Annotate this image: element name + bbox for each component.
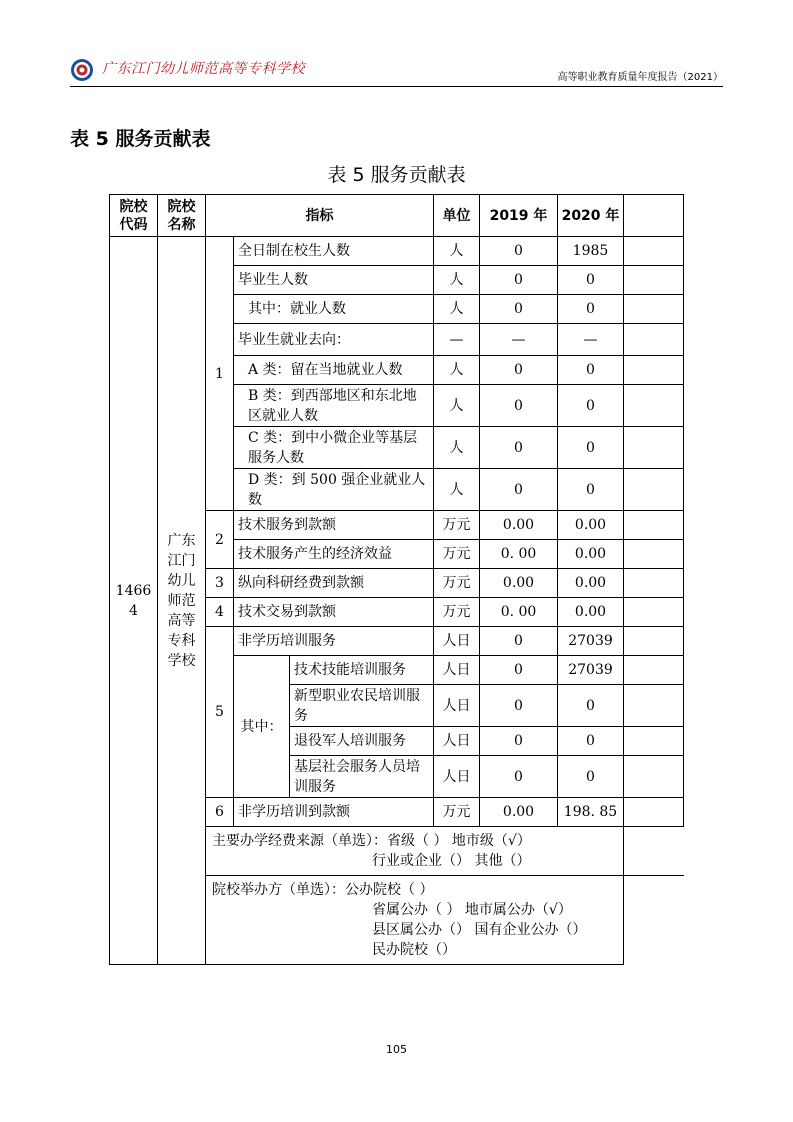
row-blank bbox=[624, 756, 684, 798]
row-value-2020: 1985 bbox=[558, 237, 624, 266]
row-value-2019: 0. 00 bbox=[480, 598, 558, 627]
school-emblem-icon bbox=[70, 58, 94, 82]
header-indicator: 指标 bbox=[206, 195, 434, 237]
section-heading: 表 5 服务贡献表 bbox=[70, 128, 211, 150]
row-value-2019: 0 bbox=[480, 727, 558, 756]
funding-source-cell bbox=[206, 827, 624, 876]
row-label: 技术技能培训服务 bbox=[290, 656, 434, 685]
service-contribution-table bbox=[109, 194, 684, 965]
group-number-6: 6 bbox=[206, 798, 234, 827]
row-blank bbox=[624, 827, 684, 876]
row-value-2020: 0.00 bbox=[558, 598, 624, 627]
row-label: 退役军人培训服务 bbox=[290, 727, 434, 756]
row-value-2019: 0 bbox=[480, 266, 558, 295]
row-unit: 人 bbox=[434, 237, 480, 266]
row-value-2020: 0 bbox=[558, 427, 624, 469]
row-value-2019: 0 bbox=[480, 385, 558, 427]
row-blank bbox=[624, 569, 684, 598]
row-label: 技术服务到款额 bbox=[234, 511, 434, 540]
report-title: 高等职业教育质量年度报告（2021） bbox=[557, 72, 723, 83]
organizer-line-3: 县区属公办（） 国有企业公办（） bbox=[372, 922, 587, 938]
row-value-2020: 0.00 bbox=[558, 569, 624, 598]
group-number-3: 3 bbox=[206, 569, 234, 598]
row-blank bbox=[624, 266, 684, 295]
row-value-2019: 0 bbox=[480, 469, 558, 511]
row-value-2019: 0 bbox=[480, 427, 558, 469]
row-unit: 万元 bbox=[434, 598, 480, 627]
row-label: B 类：到西部地区和东北地区就业人数 bbox=[234, 385, 434, 427]
row-label: 新型职业农民培训服务 bbox=[290, 685, 434, 727]
header-school-code: 院校代码 bbox=[110, 195, 158, 237]
row-unit: 人日 bbox=[434, 627, 480, 656]
row-value-2020: 0 bbox=[558, 685, 624, 727]
row-unit: 万元 bbox=[434, 569, 480, 598]
row-value-2019: 0.00 bbox=[480, 798, 558, 827]
row-value-2020: 27039 bbox=[558, 627, 624, 656]
organizer-line-2: 省属公办（ ） 地市属公办（√） bbox=[372, 902, 572, 918]
row-blank bbox=[624, 656, 684, 685]
row-unit: 人 bbox=[434, 295, 480, 324]
row-value-2020: 0.00 bbox=[558, 540, 624, 569]
row-blank bbox=[624, 385, 684, 427]
header-2020: 2020 年 bbox=[558, 195, 624, 237]
row-value-2019: — bbox=[480, 324, 558, 356]
page-number: 105 bbox=[386, 1043, 407, 1056]
row-blank bbox=[624, 356, 684, 385]
row-blank bbox=[624, 876, 684, 965]
group-number-1: 1 bbox=[206, 237, 234, 511]
row-blank bbox=[624, 469, 684, 511]
row-value-2019: 0. 00 bbox=[480, 540, 558, 569]
row-value-2020: 0 bbox=[558, 385, 624, 427]
row-blank bbox=[624, 727, 684, 756]
group-number-5: 5 bbox=[206, 627, 234, 798]
table-caption: 表 5 服务贡献表 bbox=[327, 164, 466, 186]
row-label: A 类：留在当地就业人数 bbox=[234, 356, 434, 385]
row-unit: 人日 bbox=[434, 656, 480, 685]
row-blank bbox=[624, 237, 684, 266]
row-label: 其中：就业人数 bbox=[234, 295, 434, 324]
row-unit: 万元 bbox=[434, 798, 480, 827]
row-label: 基层社会服务人员培训服务 bbox=[290, 756, 434, 798]
funding-source-line-1: 主要办学经费来源（单选）：省级（ ） 地市级（√） bbox=[212, 833, 531, 849]
row-label: 技术服务产生的经济效益 bbox=[234, 540, 434, 569]
row-value-2019: 0 bbox=[480, 685, 558, 727]
sub-group-label: 其中： bbox=[234, 656, 290, 798]
row-blank bbox=[624, 427, 684, 469]
group-number-2: 2 bbox=[206, 511, 234, 569]
row-unit: 人日 bbox=[434, 685, 480, 727]
row-label: 纵向科研经费到款额 bbox=[234, 569, 434, 598]
row-blank bbox=[624, 511, 684, 540]
row-value-2020: 0 bbox=[558, 756, 624, 798]
table-header-row bbox=[110, 195, 684, 237]
row-unit: 人 bbox=[434, 266, 480, 295]
row-value-2020: 0 bbox=[558, 727, 624, 756]
funding-source-line-2: 行业或企业（） 其他（） bbox=[372, 853, 531, 869]
row-unit: 人日 bbox=[434, 727, 480, 756]
organizer-line-4: 民办院校（） bbox=[372, 942, 456, 958]
row-blank bbox=[624, 685, 684, 727]
table-row bbox=[110, 237, 684, 266]
row-value-2020: 0 bbox=[558, 266, 624, 295]
row-value-2019: 0.00 bbox=[480, 569, 558, 598]
row-unit: — bbox=[434, 324, 480, 356]
row-unit: 人日 bbox=[434, 756, 480, 798]
school-name-cell: 广东江门幼儿师范高等专科学校 bbox=[158, 237, 206, 965]
row-label: 非学历培训服务 bbox=[234, 627, 434, 656]
row-unit: 万元 bbox=[434, 511, 480, 540]
row-unit: 万元 bbox=[434, 540, 480, 569]
row-unit: 人 bbox=[434, 385, 480, 427]
row-label: 毕业生人数 bbox=[234, 266, 434, 295]
row-value-2020: 0 bbox=[558, 469, 624, 511]
row-value-2019: 0.00 bbox=[480, 511, 558, 540]
row-value-2020: 27039 bbox=[558, 656, 624, 685]
header-2019: 2019 年 bbox=[480, 195, 558, 237]
row-value-2019: 0 bbox=[480, 756, 558, 798]
school-code-cell: 14664 bbox=[110, 237, 158, 965]
row-value-2019: 0 bbox=[480, 356, 558, 385]
row-unit: 人 bbox=[434, 469, 480, 511]
row-blank bbox=[624, 324, 684, 356]
row-blank bbox=[624, 627, 684, 656]
row-label: 技术交易到款额 bbox=[234, 598, 434, 627]
header-school-name: 院校名称 bbox=[158, 195, 206, 237]
page-header bbox=[70, 52, 723, 87]
row-value-2019: 0 bbox=[480, 656, 558, 685]
row-value-2020: 0.00 bbox=[558, 511, 624, 540]
row-label: 毕业生就业去向： bbox=[234, 324, 434, 356]
row-label: D 类：到 500 强企业就业人数 bbox=[234, 469, 434, 511]
header-unit: 单位 bbox=[434, 195, 480, 237]
row-blank bbox=[624, 540, 684, 569]
row-value-2020: 0 bbox=[558, 295, 624, 324]
row-blank bbox=[624, 798, 684, 827]
row-value-2020: — bbox=[558, 324, 624, 356]
row-value-2019: 0 bbox=[480, 627, 558, 656]
organizer-cell bbox=[206, 876, 624, 965]
group-number-4: 4 bbox=[206, 598, 234, 627]
row-value-2019: 0 bbox=[480, 295, 558, 324]
row-value-2020: 198. 85 bbox=[558, 798, 624, 827]
row-label: C 类：到中小微企业等基层服务人数 bbox=[234, 427, 434, 469]
row-unit: 人 bbox=[434, 427, 480, 469]
row-unit: 人 bbox=[434, 356, 480, 385]
row-value-2019: 0 bbox=[480, 237, 558, 266]
header-blank bbox=[624, 195, 684, 237]
row-label: 非学历培训到款额 bbox=[234, 798, 434, 827]
organizer-line-1: 院校举办方（单选）：公办院校（ ） bbox=[212, 882, 434, 898]
row-blank bbox=[624, 598, 684, 627]
row-value-2020: 0 bbox=[558, 356, 624, 385]
row-label: 全日制在校生人数 bbox=[234, 237, 434, 266]
row-blank bbox=[624, 295, 684, 324]
school-name-logo: 广东江门幼儿师范高等专科学校 bbox=[102, 61, 305, 77]
